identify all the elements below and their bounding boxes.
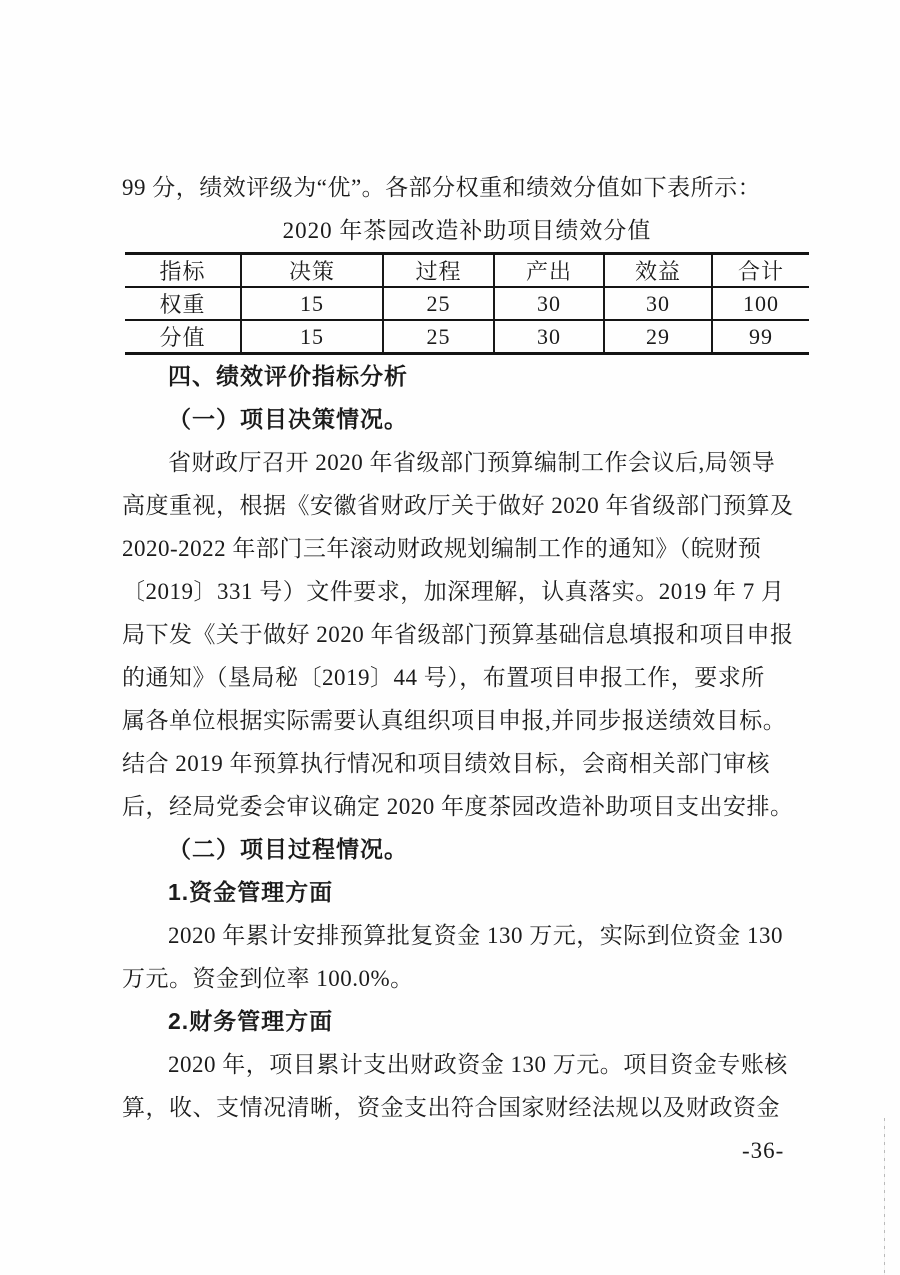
- paragraph-line: 后，经局党委会审议确定 2020 年度茶园改造补助项目支出安排。: [122, 794, 794, 819]
- subsection-heading: （二）项目过程情况。: [168, 836, 408, 862]
- document-content: [122, 166, 812, 1129]
- paragraph-line: 〔2019〕331 号）文件要求，加深理解，认真落实。2019 年 7 月: [122, 579, 785, 604]
- paragraph-line: 算，收、支情况清晰，资金支出符合国家财经法规以及财政资金: [122, 1095, 780, 1120]
- table-cell: 29: [604, 320, 712, 354]
- point-heading: 2.财务管理方面: [168, 1008, 334, 1034]
- paragraph-line: 万元。资金到位率 100.0%。: [122, 966, 414, 991]
- table-cell: 15: [241, 287, 383, 320]
- table-cell: 30: [494, 320, 604, 354]
- table-header-cell: 过程: [383, 254, 494, 288]
- scan-artifact-line: [884, 1118, 885, 1275]
- table-header-cell: 指标: [125, 254, 241, 288]
- paragraph-line: 属各单位根据实际需要认真组织项目申报,并同步报送绩效目标。: [122, 708, 787, 733]
- table-header-cell: 效益: [604, 254, 712, 288]
- paragraph-line: 局下发《关于做好 2020 年省级部门预算基础信息填报和项目申报: [122, 622, 794, 647]
- paragraph-line: 省财政厅召开 2020 年省级部门预算编制工作会议后,局领导: [168, 450, 776, 475]
- table-row-label: 分值: [159, 325, 206, 350]
- paragraph-line: 高度重视，根据《安徽省财政厅关于做好 2020 年省级部门预算及: [122, 493, 794, 518]
- table-cell: 15: [241, 320, 383, 354]
- table-cell: 30: [494, 287, 604, 320]
- table-cell: 100: [712, 287, 809, 320]
- paragraph-line: 2020-2022 年部门三年滚动财政规划编制工作的通知》（皖财预: [122, 536, 762, 561]
- paragraph-line: 结合 2019 年预算执行情况和项目绩效目标，会商相关部门审核: [122, 751, 770, 776]
- paragraph-line: 的通知》（垦局秘〔2019〕44 号），布置项目申报工作，要求所: [122, 665, 765, 690]
- table-header-cell: 合计: [712, 254, 809, 288]
- table-cell: 25: [383, 320, 494, 354]
- paragraph-line: 2020 年累计安排预算批复资金 130 万元，实际到位资金 130: [168, 923, 783, 948]
- page-number: -36-: [742, 1138, 785, 1163]
- point-heading: 1.资金管理方面: [168, 879, 334, 905]
- table-title: 2020 年茶园改造补助项目绩效分值: [282, 218, 652, 243]
- table-cell: 30: [604, 287, 712, 320]
- table-cell: 99: [712, 320, 809, 354]
- score-table: [125, 252, 809, 355]
- table-header-cell: 决策: [241, 254, 383, 288]
- section-heading: 四、绩效评价指标分析: [168, 363, 408, 389]
- table-header-cell: 产出: [494, 254, 604, 288]
- table-row-label: 权重: [125, 287, 241, 320]
- subsection-heading: （一）项目决策情况。: [168, 406, 408, 432]
- intro-line: 99 分，绩效评级为“优”。各部分权重和绩效分值如下表所示：: [122, 175, 762, 200]
- paragraph-line: 2020 年，项目累计支出财政资金 130 万元。项目资金专账核: [168, 1052, 788, 1077]
- table-cell: 25: [383, 287, 494, 320]
- table-row: [125, 320, 809, 354]
- table-row: [125, 287, 809, 320]
- table-header-row: [125, 254, 809, 288]
